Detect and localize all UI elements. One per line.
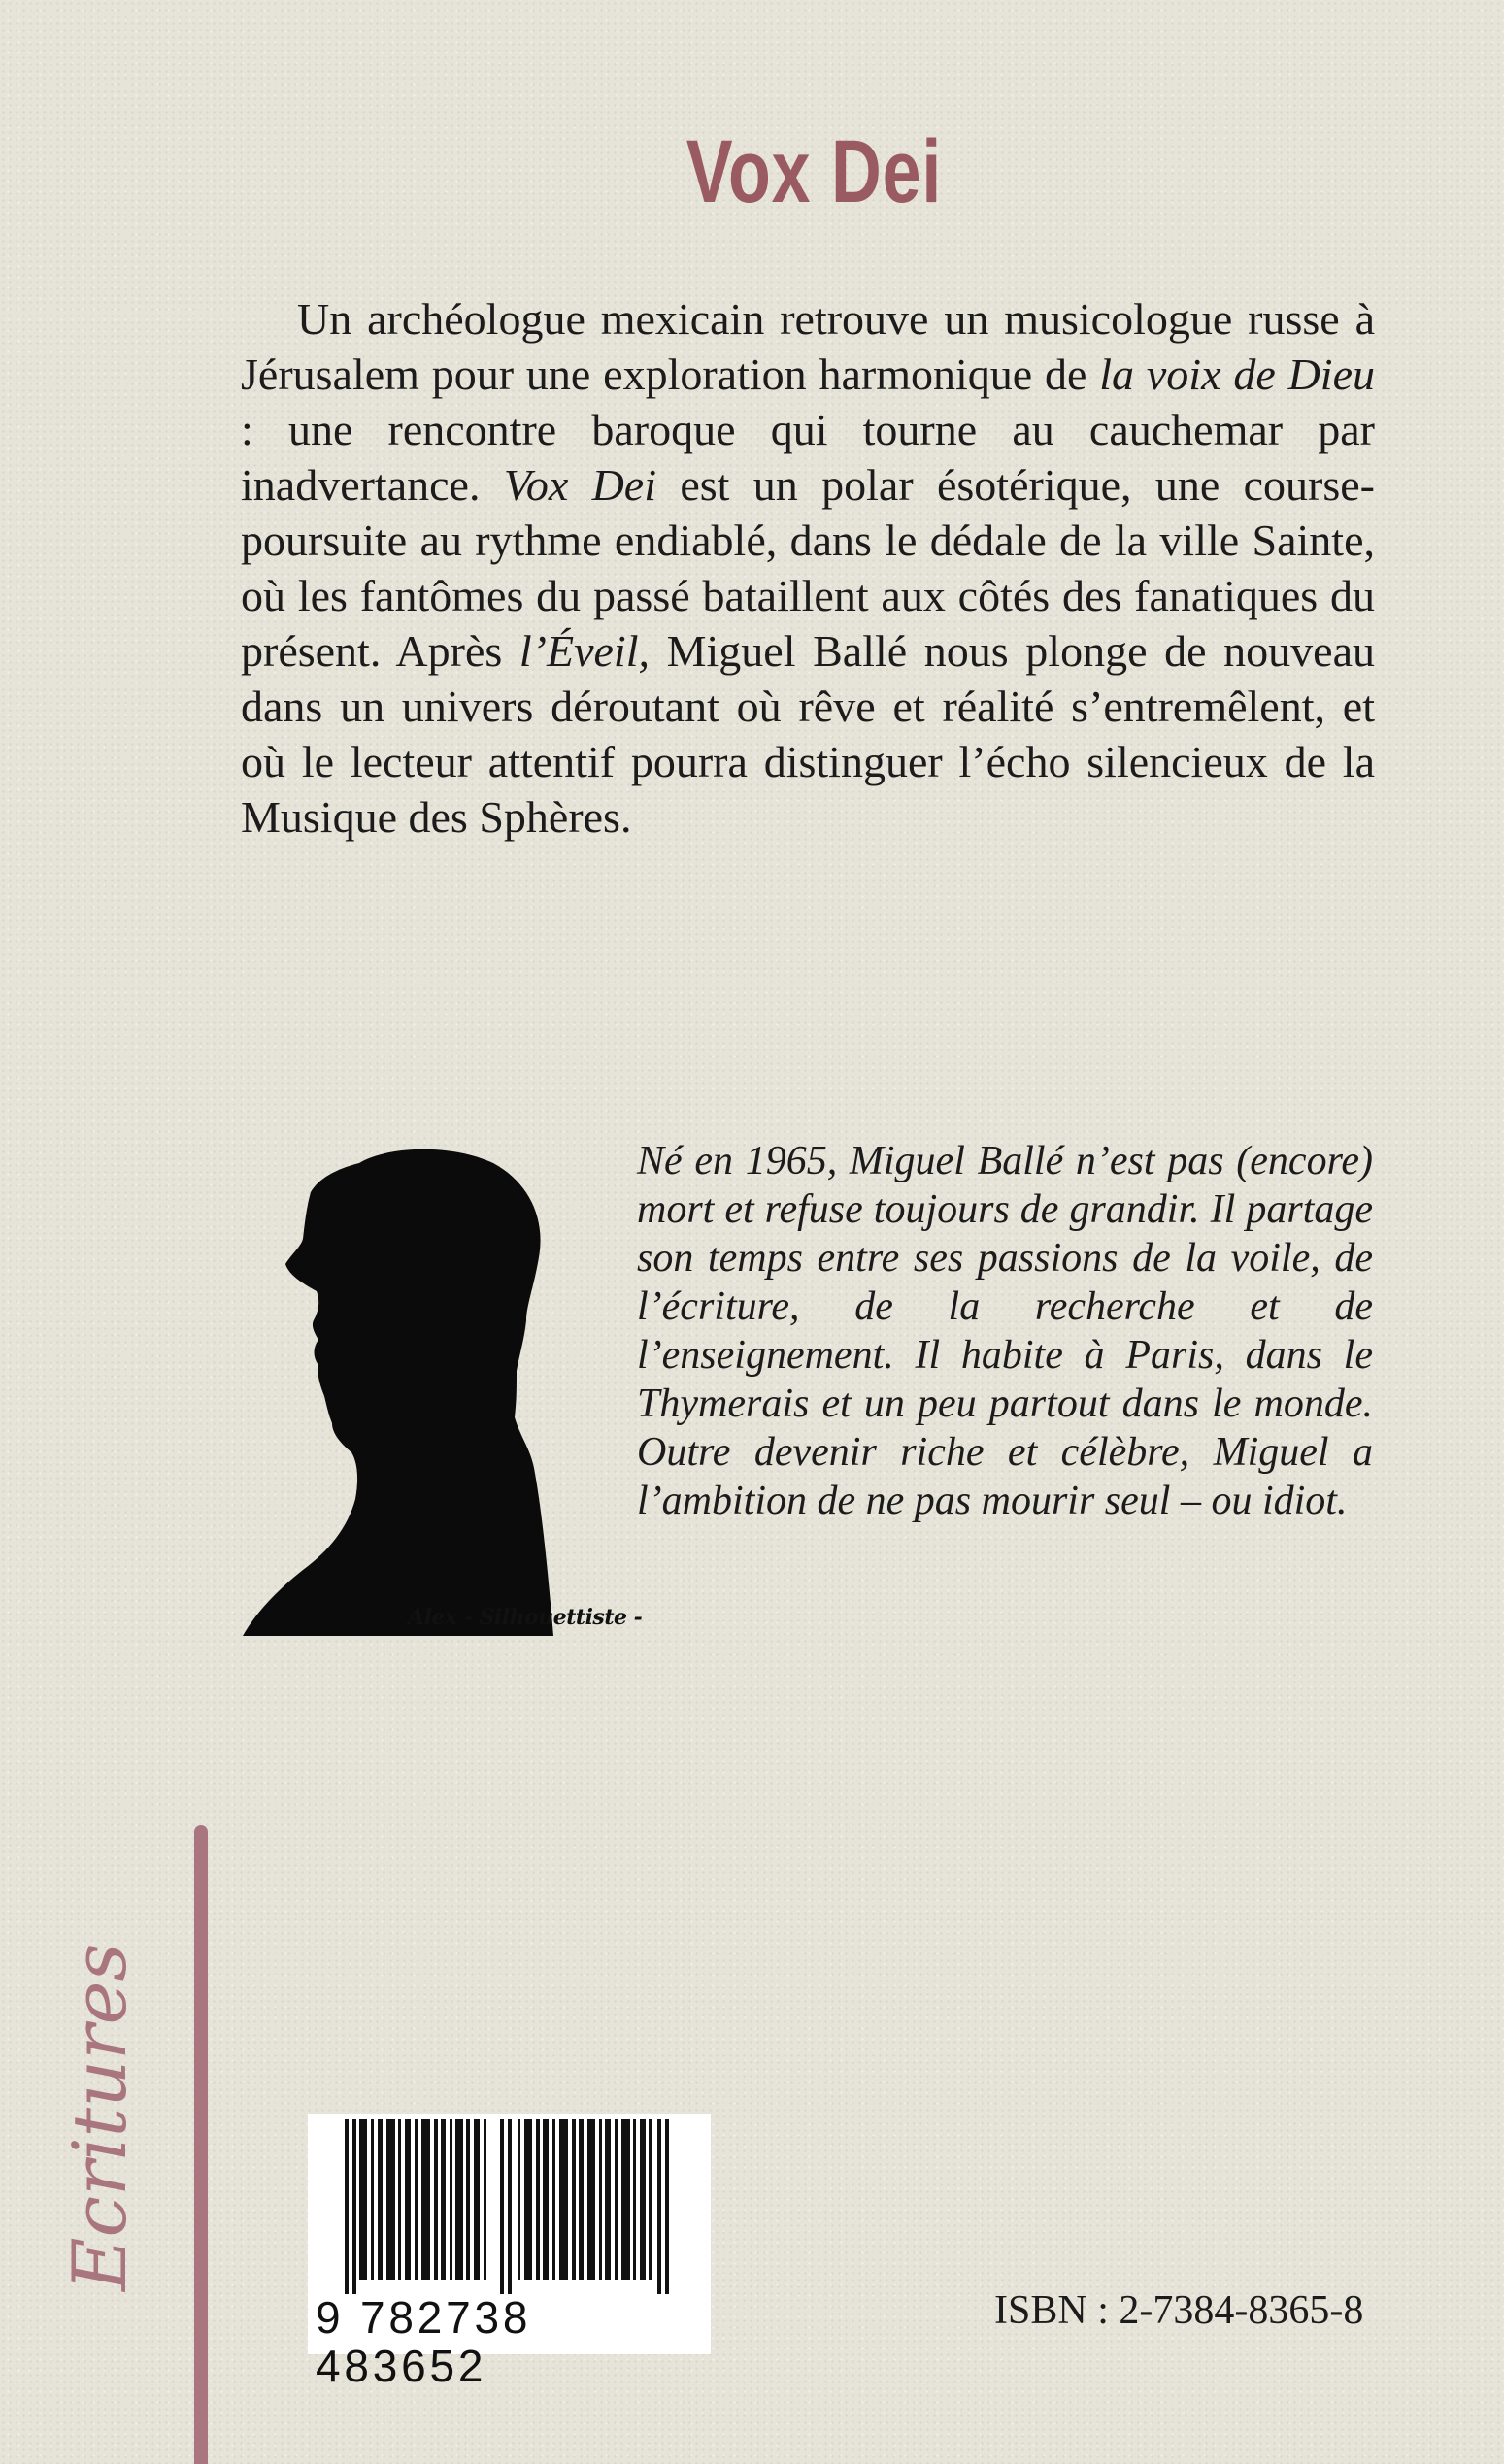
collection-logo: Ecritures [56, 1943, 143, 2291]
silhouette-portrait-icon [243, 1146, 592, 1641]
author-bio: Né en 1965, Miguel Ballé n’est pas (encore) mort et refuse toujours de grandir. Il partage son temps entre ses passions de la voile, de l’écriture, de la recherche et de l’enseignement. Il habite à Paris, dans le Thymerais et un peu partout dans le monde. Outre devenir riche et célèbre, Miguel a l’ambition de ne pas mourir seul – ou idiot. [637, 1139, 1373, 1523]
synopsis: Un archéologue mexicain retrouve un musicologue russe à Jérusalem pour une exploration harmonique de la voix de Dieu : une rencontre baroque qui tourne au cauchemar par inadvertance. Vox Dei est un polar ésotérique, une course-poursuite au rythme endiablé, dans le dédale de la ville Sainte, où les fantômes du passé bataillent aux côtés des fanatiques du présent. Après l’Éveil, Miguel Ballé nous plonge de nouveau dans un univers déroutant où rêve et réalité s’entremêlent, et où le lecteur attentif pourra distinguer l’écho silencieux de la Musique des Sphères. [241, 294, 1375, 842]
book-title: Vox Dei [685, 122, 943, 221]
silhouette-credit: Alex - Silhouettiste - [408, 1605, 643, 1630]
barcode-icon [345, 2119, 675, 2294]
barcode [308, 2114, 711, 2391]
isbn: ISBN : 2-7384-8365-8 [994, 2288, 1364, 2333]
barcode-number: 9 782738 483652 [316, 2292, 532, 2391]
collection-bar [194, 1825, 208, 2464]
